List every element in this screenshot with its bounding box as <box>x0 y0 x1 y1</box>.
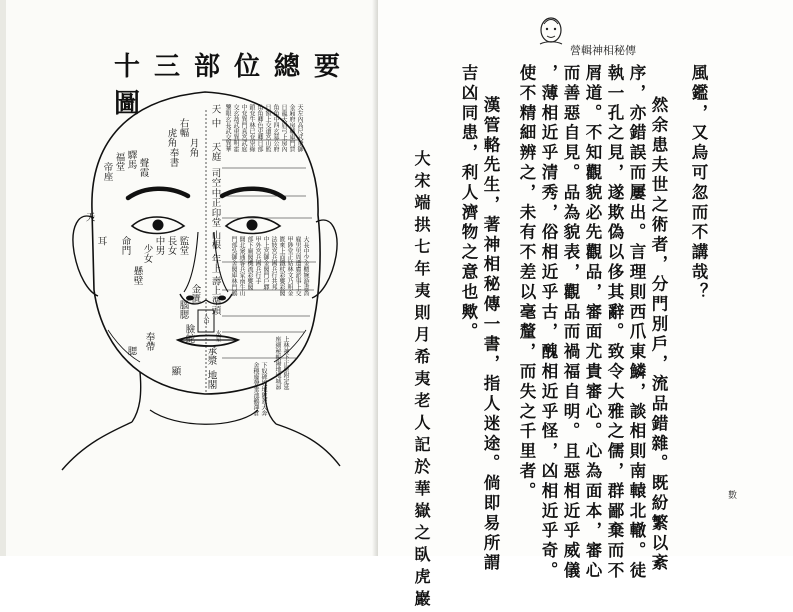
label-shangen: 山根 <box>209 230 221 249</box>
annotation-row: 部下廟閣機流彩甕閣 <box>246 236 253 290</box>
label-tianzhong: 中 <box>209 118 221 128</box>
annotation-row: 角角中四玄幕公府 <box>272 104 279 152</box>
annotation-row: 甲外宮兵國兵行手 <box>254 236 261 284</box>
right-ear <box>312 220 337 298</box>
annotation-row: 開北衆通客兵家南生山 <box>238 236 245 296</box>
label-jingzhu: 腦腮 <box>177 300 189 319</box>
label-hujiao: 虎角 <box>165 128 177 147</box>
body-column: 然余患夫世之術者，分門別戶，流品錯雜。既紛繁以紊 <box>649 96 668 574</box>
label-mingmen: 命門 <box>119 236 131 255</box>
label-zhangnan: 長女 <box>165 236 177 255</box>
label-lunji: 臉蛇 <box>183 324 195 343</box>
annotation-row: 中兗巽門真宮武庭 <box>240 104 247 152</box>
label-shoushang: 壽上 <box>209 276 221 295</box>
collar <box>150 410 258 424</box>
body-column: 漢管輅先生，著神相秘傳一書，指人迷途。倘即易所謂 <box>481 96 500 574</box>
annotation-row: 舍稷廢聲垂池鵝澤倉 <box>252 362 259 416</box>
label-fubi: 福堂 <box>113 152 125 171</box>
label-dige: 地閣 <box>205 370 217 389</box>
sage-portrait-icon <box>536 14 566 48</box>
body-column: 序，亦錯誤而屢出。言理則西爪東鱗，談相則南轅北轍。徒 <box>627 64 646 582</box>
label-sikong: 司空 <box>209 168 221 187</box>
label-zhongnan: 中男 <box>153 236 165 255</box>
face-diagram <box>0 0 392 556</box>
annotation-row: 上林神下正原附定延 <box>282 336 289 390</box>
body-column: 而善惡自見。品為貌表，觀品而禍福自明。且惡相近乎威儀 <box>561 64 580 582</box>
annotation-row: 鎖兗牛林已兗崇綠 <box>248 104 255 152</box>
label-renzhong: 人中 <box>202 313 209 325</box>
annotation-row: 門部吳御舍閣庫林門鵝 <box>230 236 237 296</box>
body-column: 執一孔之見，遂欺偽以侈其辭。致令大雅之儒，群鄙棄而不 <box>605 64 624 582</box>
label-tian: 天 <box>209 104 221 114</box>
left-page <box>0 0 392 556</box>
left-eyebrow <box>128 189 188 198</box>
label-zhongzheng: 中正 <box>209 188 221 207</box>
annotation-row: 雇男男周遭膚淤事上交 <box>294 236 301 296</box>
annotation-row: 下奴碑坂地陂蓋大奔 <box>260 362 267 416</box>
label-pian: 顯 <box>169 366 181 376</box>
annotation-row: 法妓宮兵國兵行共邦 <box>270 236 277 290</box>
label-yuejiao: 月角 <box>187 138 199 157</box>
label-zhuntou: 準頭 <box>209 296 221 315</box>
label-jinfu: 金匱 <box>189 284 201 303</box>
annotation-row: 大長中少金櫃婉游書嗇 <box>302 236 309 296</box>
annotation-row: 角角卿色吏卿日部 <box>256 104 263 152</box>
body-column: 使不精細辨之，未有不差以毫釐，而失之千里者。 <box>517 64 536 502</box>
label-jiegou: 懸壁 <box>131 266 143 285</box>
body-column: 吉凶同患，利人濟物之意也歟。 <box>459 64 478 343</box>
shoulder-right <box>276 424 340 466</box>
label-yintang: 印堂 <box>209 208 221 227</box>
label-er: 耳 <box>95 236 107 246</box>
label-tianmu: 天 <box>83 212 95 222</box>
label-xiongxia: 聲霞 <box>137 158 149 177</box>
neck-left <box>132 372 141 422</box>
label-yuanlian: 腮 <box>125 346 137 356</box>
label-chengjiang: 承漿 <box>205 346 217 365</box>
label-jiantang: 監堂 <box>177 236 189 255</box>
page-number: 數 <box>728 491 738 501</box>
annotation-row: 中上宮御金閣門戶驛 <box>262 236 269 290</box>
annotation-row: 甲陟堂正姑林文乃明金 <box>286 236 293 296</box>
annotation-row: 日龍天眉弓上房內 <box>280 104 287 152</box>
right-eyebrow <box>222 189 284 198</box>
body-column: ，薄相近乎清秀，俗相近乎古，醜相近乎怪，凶相近乎奇。 <box>539 64 558 582</box>
label-shuixing: 水星 <box>214 330 221 342</box>
annotation-row: 鑒眼玄長武交巽華 <box>224 104 231 152</box>
label-shaonu: 少女 <box>141 244 153 263</box>
diagram-title: 十三部位總要圖 <box>114 52 355 119</box>
label-youbian: 右輻 <box>177 118 189 137</box>
right-pupil <box>247 220 258 231</box>
colophon: 大宋端拱七年夷則月希夷老人記於華嶽之臥虎巖 <box>412 150 431 612</box>
label-dibian: 帝座 <box>101 162 113 181</box>
label-tianting: 天庭 <box>209 142 221 161</box>
annotation-row: 天左內高尺武輦御 <box>296 104 303 152</box>
annotation-row: 匱來上面鐵杖彩甕彩閣 <box>278 236 285 296</box>
left-pupil <box>153 220 164 231</box>
body-column: 風鑑，又烏可忽而不講哉？ <box>689 64 708 303</box>
running-header: 營輯神相秘傳 <box>570 44 636 57</box>
shoulder-left <box>62 422 132 470</box>
annotation-row: 日額上交道宮山監 <box>264 104 271 152</box>
label-nianshang: 年上 <box>209 254 221 273</box>
body-column: 屑道。不知觀貌必先觀品，審面尤貴審心。心為面本，審心 <box>583 64 602 582</box>
label-fenshu: 奉書 <box>167 148 179 167</box>
annotation-row: 金廂府房輔庫門賈 <box>288 104 295 152</box>
annotation-row: 交玄劫武重巽明霍 <box>232 104 239 152</box>
label-yima: 驛馬 <box>125 150 137 169</box>
label-fenbi: 奉帶 <box>143 332 155 351</box>
annotation-row: 座細秘帳陽地地城昴 <box>274 336 281 390</box>
